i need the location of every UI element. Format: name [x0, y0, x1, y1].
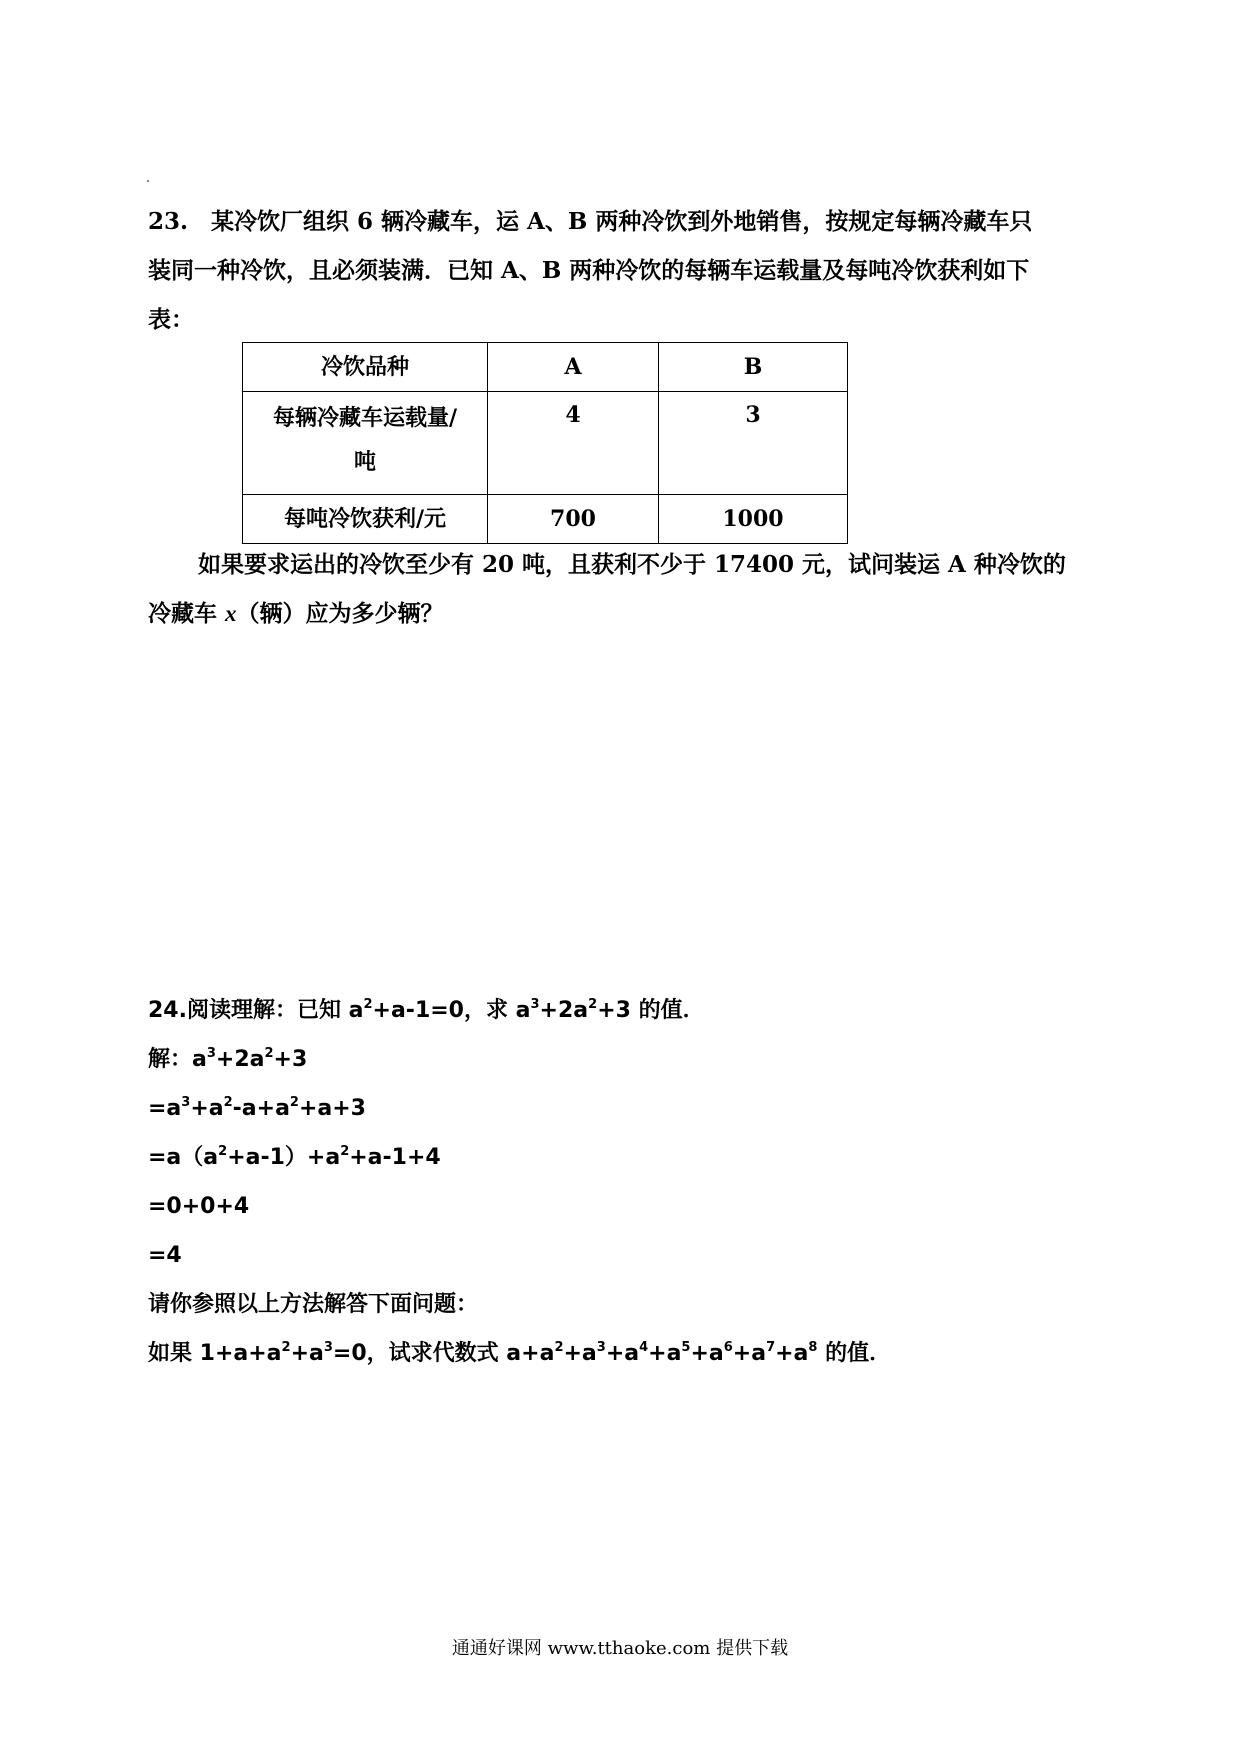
table-cell: 3	[659, 392, 848, 495]
table-header-cell: B	[659, 343, 848, 392]
capacity-label-line-2: 吨	[353, 449, 376, 475]
exponent: 2	[340, 1144, 350, 1159]
solution-text: =a	[148, 1096, 182, 1121]
solution-text: 解：a	[148, 1047, 207, 1072]
table-row-header	[243, 343, 848, 392]
q24-prompt: 请你参照以上方法解答下面问题：	[148, 1292, 479, 1317]
q24-title-text: +a-1=0，求 a	[372, 998, 531, 1023]
exponent: 2	[281, 1340, 291, 1355]
exponent: 2	[223, 1095, 233, 1110]
solution-line-3	[148, 1143, 1098, 1173]
exponent: 2	[363, 997, 373, 1012]
solution-text: +3	[273, 1047, 308, 1072]
table-row-capacity	[243, 392, 848, 495]
exponent: 3	[181, 1095, 191, 1110]
solution-text: +a-1+4	[349, 1145, 441, 1170]
task-text: +a	[690, 1341, 724, 1366]
task-text: 的值．	[817, 1341, 892, 1366]
exponent: 3	[596, 1340, 606, 1355]
task-text: +a	[648, 1341, 682, 1366]
q24-task	[148, 1339, 1098, 1369]
cold-drink-table	[242, 342, 848, 544]
q23-line-2: 装同一种冷饮，且必须装满．已知 A、B 两种冷饮的每辆车运载量及每吨冷饮获利如下	[148, 257, 1030, 284]
solution-text: +a+3	[298, 1096, 366, 1121]
solution-line-5: =4	[148, 1243, 182, 1268]
table-cell: 700	[488, 495, 659, 544]
exponent: 2	[289, 1095, 299, 1110]
page-footer: 通通好课网 www.tthaoke.com 提供下载	[451, 1638, 789, 1659]
exponent: 4	[639, 1340, 649, 1355]
exponent: 2	[554, 1340, 564, 1355]
exponent: 8	[808, 1340, 818, 1355]
task-text: +a	[563, 1341, 597, 1366]
solution-text: -a+a	[232, 1096, 290, 1121]
q23-line-5-text: 冷藏车	[148, 600, 226, 627]
q23-line-5	[148, 599, 1098, 629]
exponent: 2	[218, 1144, 228, 1159]
q23-line-1: 23. 某冷饮厂组织 6 辆冷藏车，运 A、B 两种冷饮到外地销售，按规定每辆冷藏车只	[148, 208, 1033, 235]
solution-text: +a	[190, 1096, 224, 1121]
task-text: +a	[775, 1341, 809, 1366]
q23-line-4: 如果要求运出的冷饮至少有 20 吨，且获利不少于 17400 元，试问装运 A 种冷饮的	[198, 551, 1066, 578]
exponent: 3	[206, 1046, 216, 1061]
exponent: 3	[530, 997, 540, 1012]
q24-title-text: +3 的值．	[597, 998, 705, 1023]
q23-line-5-text: （辆）应为多少辆？	[236, 600, 444, 627]
exponent: 2	[264, 1046, 274, 1061]
task-text: +a	[605, 1341, 640, 1366]
task-text: +a	[732, 1341, 767, 1366]
q24-title-text: +2a	[539, 998, 589, 1023]
exponent: 6	[723, 1340, 733, 1355]
variable-x: x	[225, 601, 237, 626]
task-text: +a	[290, 1341, 324, 1366]
solution-text: +a-1）+a	[227, 1145, 341, 1170]
table-header-cell: 冷饮品种	[243, 343, 488, 392]
solution-line-2	[148, 1094, 1098, 1124]
table-cell: 4	[488, 392, 659, 495]
table-row-label: 每吨冷饮获利/元	[243, 495, 488, 544]
exponent: 7	[766, 1340, 776, 1355]
q23-line-3: 表：	[148, 306, 194, 333]
solution-text: +2a	[215, 1047, 265, 1072]
table-row-profit	[243, 495, 848, 544]
task-text: 如果 1+a+a	[148, 1341, 282, 1366]
exponent: 3	[323, 1340, 333, 1355]
exponent: 5	[681, 1340, 691, 1355]
scan-dot	[147, 180, 149, 182]
q24-title-text: 24.阅读理解：已知 a	[148, 998, 364, 1023]
table-row-label	[243, 392, 488, 495]
capacity-label-line-1: 每辆冷藏车运载量/	[272, 405, 458, 431]
table-cell: 1000	[659, 495, 848, 544]
table-header-cell: A	[488, 343, 659, 392]
q24-title	[148, 996, 1098, 1026]
task-text: =0，试求代数式 a+a	[332, 1341, 555, 1366]
solution-text: =a（a	[148, 1145, 219, 1170]
solution-line-4: =0+0+4	[148, 1194, 250, 1219]
solution-line-1	[148, 1045, 1098, 1075]
exponent: 2	[588, 997, 598, 1012]
